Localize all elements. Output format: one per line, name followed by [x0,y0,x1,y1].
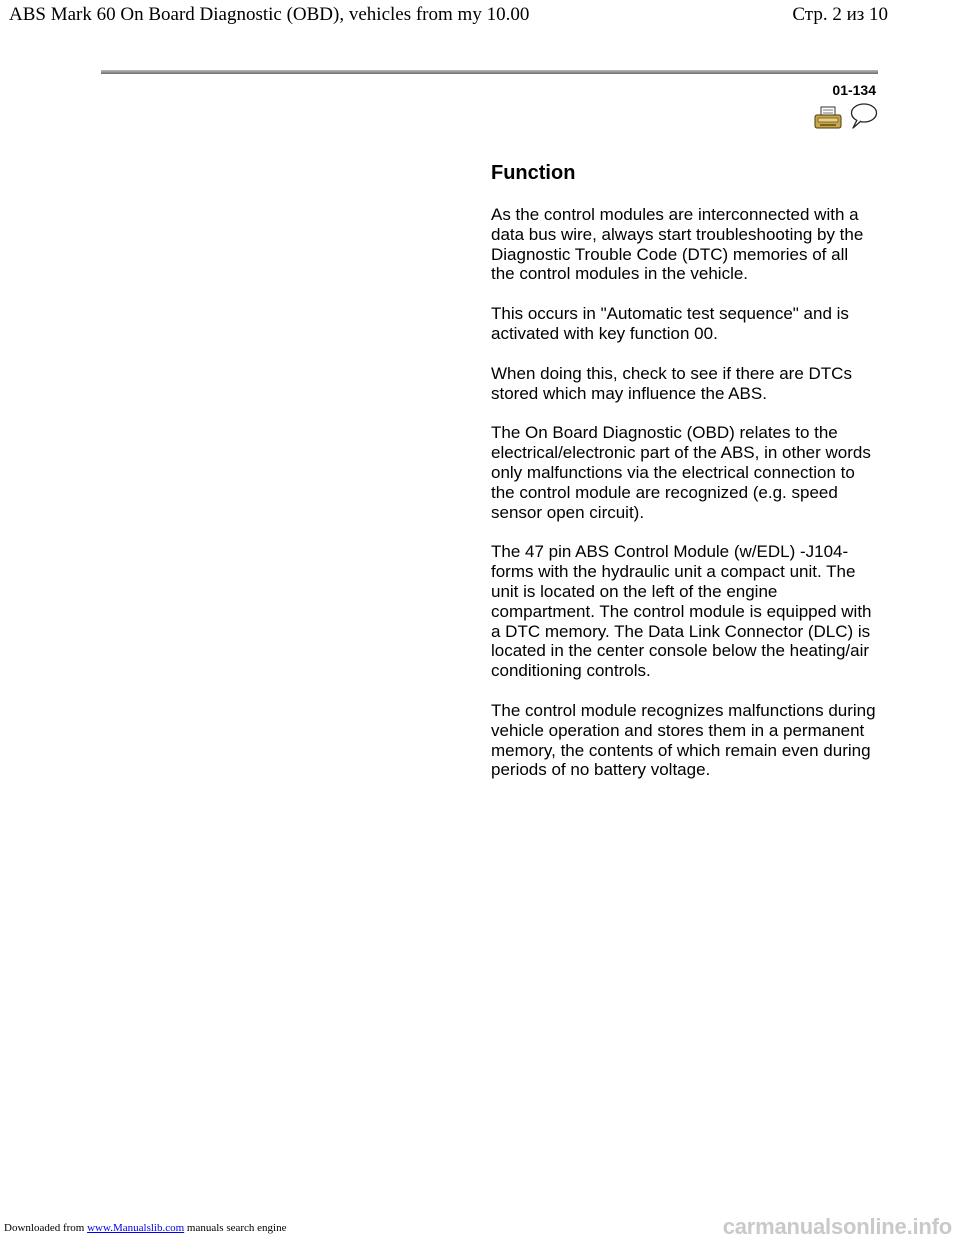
paragraph: This occurs in "Automatic test sequence" and is activated with key function 00. [491,304,849,343]
page-indicator: Стр. 2 из 10 [792,4,888,25]
manualslib-link[interactable]: www.Manualslib.com [87,1222,185,1234]
paragraph: The On Board Diagnostic (OBD) relates to the electrical/electronic part of the ABS, in other words only malfunctions via the electrical connection to the control module are recognized (e.g. speed sensor open circuit). [491,423,871,522]
header-divider [101,70,878,74]
printer-icon[interactable] [814,106,842,130]
paragraph: As the control modules are interconnected with a data bus wire, always start troubleshooting by the Diagnostic Trouble Code (DTC) memories of all the control modules in the vehicle. [491,205,864,284]
paragraph: The control module recognizes malfunctions during vehicle operation and stores them in a permanent memory, the contents of which remain even during periods of no battery voltage. [491,700,876,780]
paragraph: The 47 pin ABS Control Module (w/EDL) -J104- forms with the hydraulic unit a compact unit. The unit is located on the left of the engine compartment. The control module is equipped with a DTC memory. The Data Link Connector (DLC) is located in the center console below the heating/air conditioning controls. [491,542,872,681]
section-title: Function [491,162,576,184]
page-code: 01-134 [832,82,876,98]
section-body [491,205,876,800]
footer-suffix: manuals search engine [184,1222,287,1234]
document-title: ABS Mark 60 On Board Diagnostic (OBD), vehicles from my 10.00 [9,4,530,25]
paragraph: When doing this, check to see if there are DTCs stored which may influence the ABS. [491,363,852,403]
speech-bubble-icon[interactable] [848,102,878,130]
footer-prefix: Downloaded from [4,1222,88,1234]
watermark: carmanualsonline.info [722,1214,952,1239]
download-footer [4,1222,286,1234]
